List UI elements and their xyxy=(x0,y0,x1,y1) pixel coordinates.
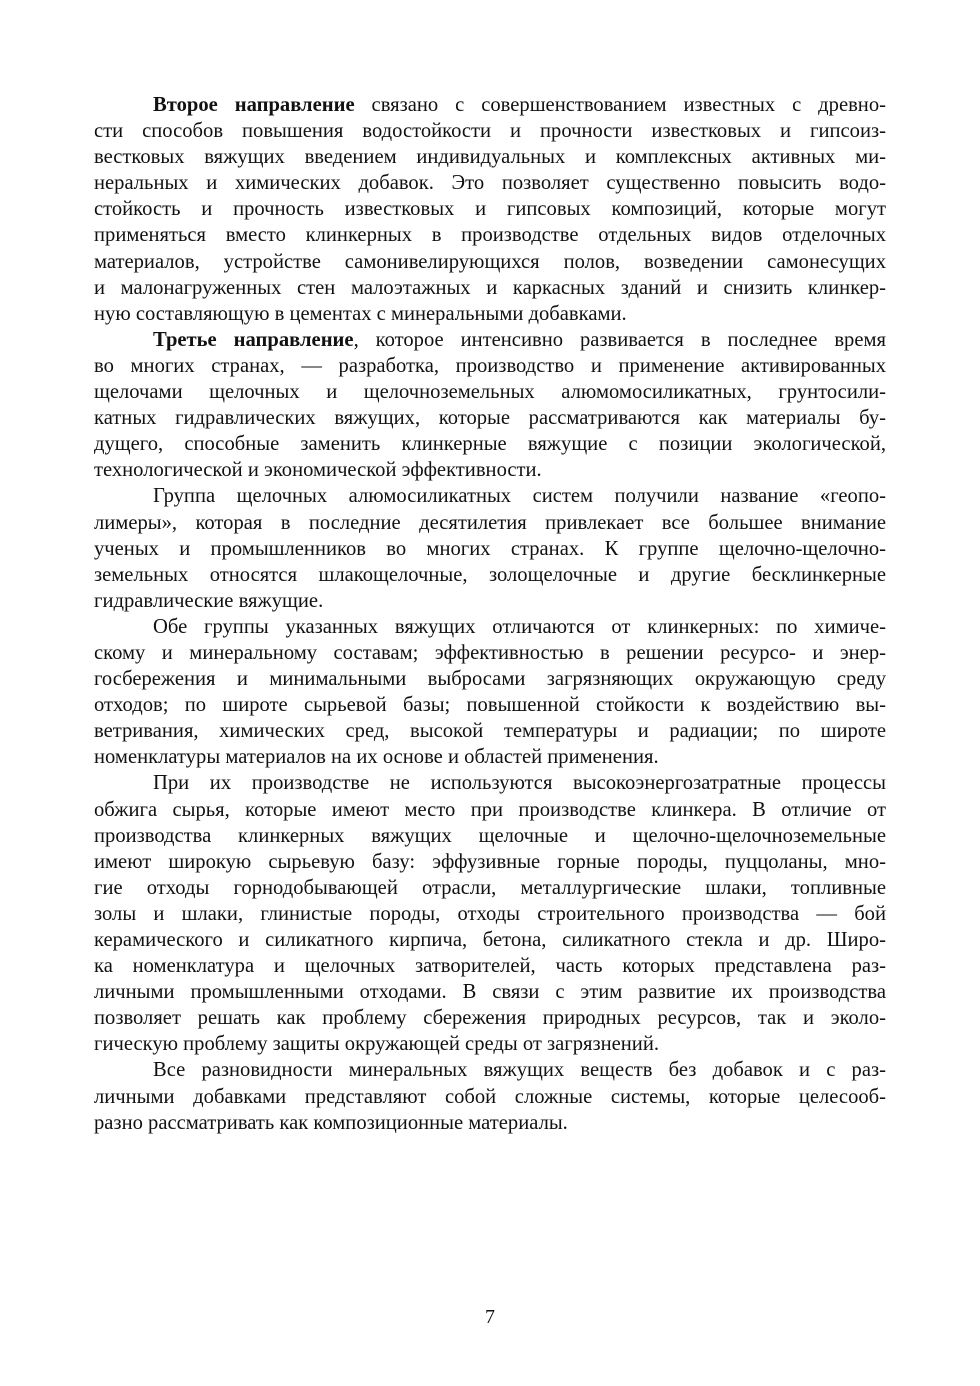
text-line xyxy=(94,405,886,431)
text-line xyxy=(94,196,886,222)
line-text: ка номенклатура и щелочных затворителей, часть которых представлена раз- xyxy=(94,955,886,978)
line-text: отходов; по широте сырьевой базы; повышенной стойкости к воздействию вы- xyxy=(94,694,886,717)
line-text: ученых и промышленников во многих странах. К группе щелочно-щелочно- xyxy=(94,537,886,560)
line-text: технологической и экономической эффективности. xyxy=(94,459,542,482)
text-line xyxy=(94,536,886,562)
line-text: золы и шлаки, глинистые породы, отходы строительного производства — бой xyxy=(94,902,886,925)
text-line xyxy=(94,1110,886,1136)
text-line xyxy=(94,588,886,614)
text-line xyxy=(94,118,886,144)
line-text: земельных относятся шлакощелочные, золощелочные и другие бесклинкерные xyxy=(94,563,886,586)
text-line xyxy=(94,431,886,457)
text-line xyxy=(94,92,886,118)
line-text: обжига сырья, которые имеют место при производстве клинкера. В отличие от xyxy=(94,798,886,821)
text-line xyxy=(94,353,886,379)
bold-term: Второе направление xyxy=(153,94,355,116)
line-text: сти способов повышения водостойкости и прочности известковых и гипсоиз- xyxy=(94,120,886,143)
text-line xyxy=(94,875,886,901)
line-text: применяться вместо клинкерных в производстве отдельных видов отделочных xyxy=(94,224,886,247)
line-text: производства клинкерных вяжущих щелочные и щелочно-щелочноземельные xyxy=(94,824,886,847)
page-body xyxy=(94,92,886,1136)
line-text: неральных и химических добавок. Это позволяет существенно повысить водо- xyxy=(94,172,886,195)
text-line xyxy=(94,770,886,796)
line-text: ную составляющую в цементах с минеральными добавками. xyxy=(94,302,627,325)
line-text: скому и минеральному составам; эффективностью в решении ресурсо- и энер- xyxy=(94,641,886,664)
text-line xyxy=(94,222,886,248)
text-line xyxy=(94,301,886,327)
line-text: разно рассматривать как композиционные материалы. xyxy=(94,1111,568,1134)
line-text: гие отходы горнодобывающей отрасли, металлургические шлаки, топливные xyxy=(94,876,886,899)
line-text: материалов, устройстве самонивелирующихся полов, возведении самонесущих xyxy=(94,250,886,273)
paragraph xyxy=(94,92,886,327)
text-line xyxy=(94,692,886,718)
text-line xyxy=(94,849,886,875)
line-text: личными промышленными отходами. В связи с этим развитие их производства xyxy=(94,981,886,1004)
paragraph xyxy=(94,770,886,1057)
text-line xyxy=(94,170,886,196)
line-text: катных гидравлических вяжущих, которые рассматриваются как материалы бу- xyxy=(94,407,886,430)
text-line xyxy=(94,327,886,353)
text-line xyxy=(94,510,886,536)
text-line xyxy=(94,823,886,849)
text-line xyxy=(94,483,886,509)
line-text: Все разновидности минеральных вяжущих веществ без добавок и с раз- xyxy=(153,1059,886,1082)
paragraph xyxy=(94,614,886,771)
text-line xyxy=(94,1005,886,1031)
text-line xyxy=(94,953,886,979)
text-line xyxy=(94,275,886,301)
text-line xyxy=(94,901,886,927)
bold-term: Третье направление xyxy=(153,328,354,351)
line-text: имеют широкую сырьевую базу: эффузивные горные породы, пуццоланы, мно- xyxy=(94,850,886,873)
line-text: вестковых вяжущих введением индивидуальных и комплексных активных ми- xyxy=(94,146,886,169)
text-line xyxy=(94,1084,886,1110)
paragraph xyxy=(94,483,886,613)
line-text: При их производстве не используются высокоэнергозатратные процессы xyxy=(153,772,886,795)
text-line xyxy=(94,666,886,692)
line-text: ветривания, химических сред, высокой температуры и радиации; по широте xyxy=(94,720,886,743)
text-line xyxy=(94,562,886,588)
text-line xyxy=(94,979,886,1005)
line-text: керамического и силикатного кирпича, бетона, силикатного стекла и др. Широ- xyxy=(94,929,886,951)
paragraph xyxy=(94,327,886,484)
line-text: дущего, способные заменить клинкерные вяжущие с позиции экологической, xyxy=(94,433,886,456)
text-line xyxy=(94,457,886,483)
text-line xyxy=(94,744,886,770)
paragraph xyxy=(94,1057,886,1135)
text-line xyxy=(94,640,886,666)
line-text: госбережения и минимальными выбросами загрязняющих окружающую среду xyxy=(94,668,886,691)
text-line xyxy=(94,614,886,640)
line-text: гидравлические вяжущие. xyxy=(94,589,324,612)
text-line xyxy=(94,927,886,953)
line-text: и малонагруженных стен малоэтажных и каркасных зданий и снизить клинкер- xyxy=(94,276,886,299)
line-text: щелочами щелочных и щелочноземельных алюмомосиликатных, грунтосили- xyxy=(94,381,886,404)
line-text: лимеры», которая в последние десятилетия привлекает все большее внимание xyxy=(94,511,886,534)
line-text: Группа щелочных алюмосиликатных систем получили название «геопо- xyxy=(153,485,886,508)
text-line xyxy=(94,1057,886,1083)
text-line xyxy=(94,249,886,275)
line-text: позволяет решать как проблему сбережения природных ресурсов, так и эколо- xyxy=(94,1007,886,1030)
text-line xyxy=(94,1031,886,1057)
text-line xyxy=(94,718,886,744)
line-text: Обе группы указанных вяжущих отличаются от клинкерных: по химиче- xyxy=(153,615,886,638)
text-line xyxy=(94,144,886,170)
text-line xyxy=(94,379,886,405)
line-text: , которое интенсивно развивается в последнее время xyxy=(353,328,886,351)
page-number: 7 xyxy=(485,1306,495,1328)
line-text: номенклатуры материалов на их основе и областей применения. xyxy=(94,746,659,769)
line-text: связано с совершенствованием известных с древно- xyxy=(354,94,886,116)
line-text: гическую проблему защиты окружающей среды от загрязнений. xyxy=(94,1033,659,1056)
line-text: во многих странах, — разработка, производство и применение активированных xyxy=(94,354,886,377)
text-line xyxy=(94,797,886,823)
line-text: стойкость и прочность известковых и гипсовых композиций, которые могут xyxy=(94,198,886,221)
line-text: личными добавками представляют собой сложные системы, которые целесооб- xyxy=(94,1085,886,1108)
